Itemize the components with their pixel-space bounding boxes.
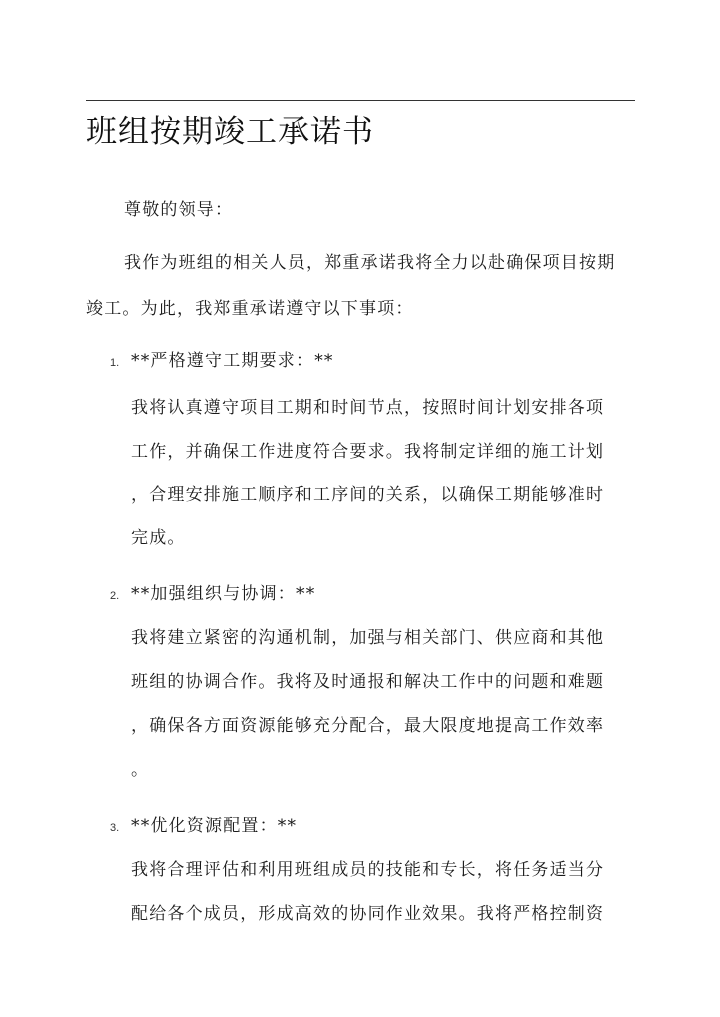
item-line: 我将合理评估和利用班组成员的技能和专长，将任务适当分 xyxy=(131,860,605,880)
item-line: ，合理安排施工顺序和工序间的关系，以确保工期能够准时 xyxy=(131,485,605,505)
item-heading: **加强组织与协调：** xyxy=(131,584,316,604)
item-line: 我将建立紧密的沟通机制，加强与相关部门、供应商和其他 xyxy=(131,628,605,648)
item-heading: **严格遵守工期要求：** xyxy=(131,351,334,371)
salutation: 尊敬的领导： xyxy=(124,200,234,220)
item-line: 班组的协调合作。我将及时通报和解决工作中的问题和难题 xyxy=(131,672,605,692)
item-line: 。 xyxy=(131,760,150,780)
intro-line: 竣工。为此，我郑重承诺遵守以下事项： xyxy=(86,299,414,319)
item-line: 我将认真遵守项目工期和时间节点，按照时间计划安排各项 xyxy=(131,398,605,418)
item-line: 工作，并确保工作进度符合要求。我将制定详细的施工计划 xyxy=(131,442,605,462)
item-number: 1. xyxy=(110,357,120,369)
item-number: 2. xyxy=(110,590,120,602)
item-heading: **优化资源配置：** xyxy=(131,816,298,836)
item-line: ，确保各方面资源能够充分配合，最大限度地提高工作效率 xyxy=(131,716,605,736)
header-rule xyxy=(86,100,635,101)
item-line: 完成。 xyxy=(131,528,186,548)
document-title: 班组按期竣工承诺书 xyxy=(86,114,374,150)
intro-line: 我作为班组的相关人员，郑重承诺我将全力以赴确保项目按期 xyxy=(124,253,616,273)
item-line: 配给各个成员，形成高效的协同作业效果。我将严格控制资 xyxy=(131,904,605,924)
item-number: 3. xyxy=(110,822,120,834)
